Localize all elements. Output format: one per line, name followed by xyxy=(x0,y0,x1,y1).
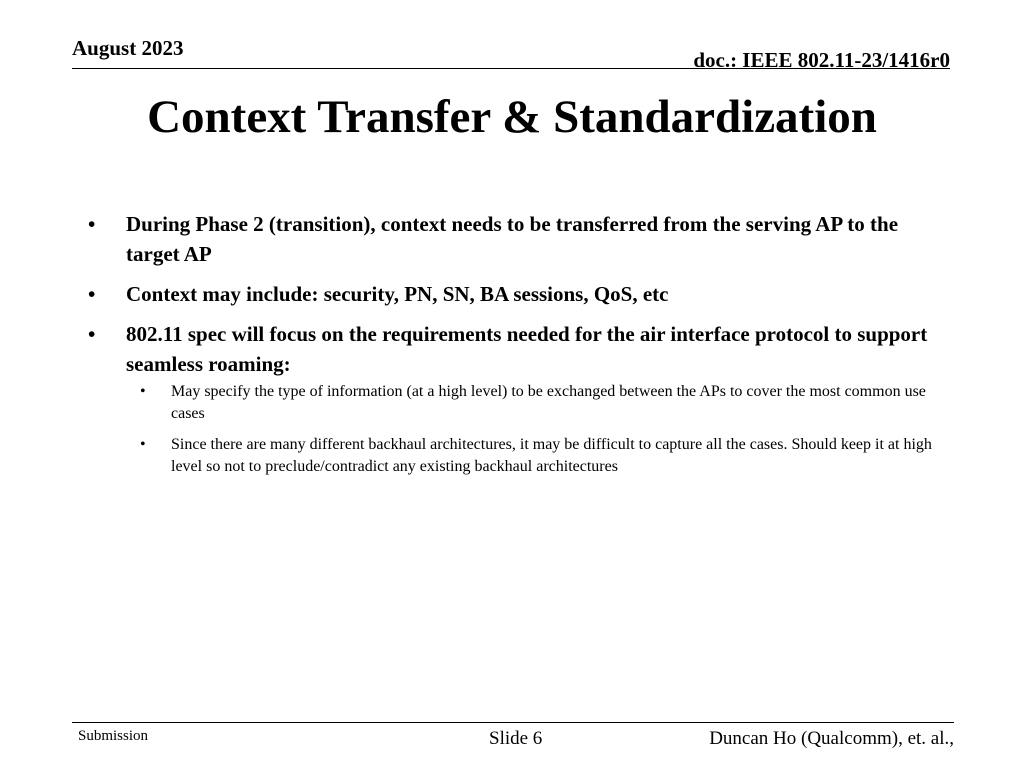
slide-body xyxy=(88,209,948,487)
footer-author: Duncan Ho (Qualcomm), et. al., xyxy=(709,728,954,749)
footer-submission: Submission xyxy=(78,728,149,744)
bullet-text: Context may include: security, PN, SN, BA sessions, QoS, etc xyxy=(126,282,669,306)
footer-slide-number: Slide 6 xyxy=(489,728,543,749)
bullet-text: During Phase 2 (transition), context needs to be transferred from the serving AP to the target AP xyxy=(126,212,899,266)
bullet-item xyxy=(88,209,948,269)
sub-bullet-item xyxy=(88,434,948,478)
slide-title: Context Transfer & Standardization xyxy=(147,91,877,143)
header-date: August 2023 xyxy=(72,36,184,60)
sub-bullet-icon: • xyxy=(140,436,146,453)
header-doc-id: doc.: IEEE 802.11-23/1416r0 xyxy=(693,48,950,72)
sub-bullet-text: May specify the type of information (at a high level) to be exchanged between the APs to cover the most common use cases xyxy=(171,383,926,422)
footer-divider xyxy=(72,722,954,723)
sub-bullet-item xyxy=(88,381,948,425)
bullet-item xyxy=(88,319,948,379)
header-divider xyxy=(72,68,950,69)
bullet-icon: • xyxy=(88,322,96,346)
bullet-icon: • xyxy=(88,212,96,236)
sub-bullet-icon: • xyxy=(140,383,146,400)
bullet-icon: • xyxy=(88,282,96,306)
sub-bullet-text: Since there are many different backhaul architectures, it may be difficult to capture all the cases. Should keep it at high level so not to preclude/contradict any existing backhaul architectures xyxy=(171,436,932,475)
bullet-text: 802.11 spec will focus on the requirements needed for the air interface protocol to support seamless roaming: xyxy=(126,322,928,376)
bullet-item xyxy=(88,279,948,309)
